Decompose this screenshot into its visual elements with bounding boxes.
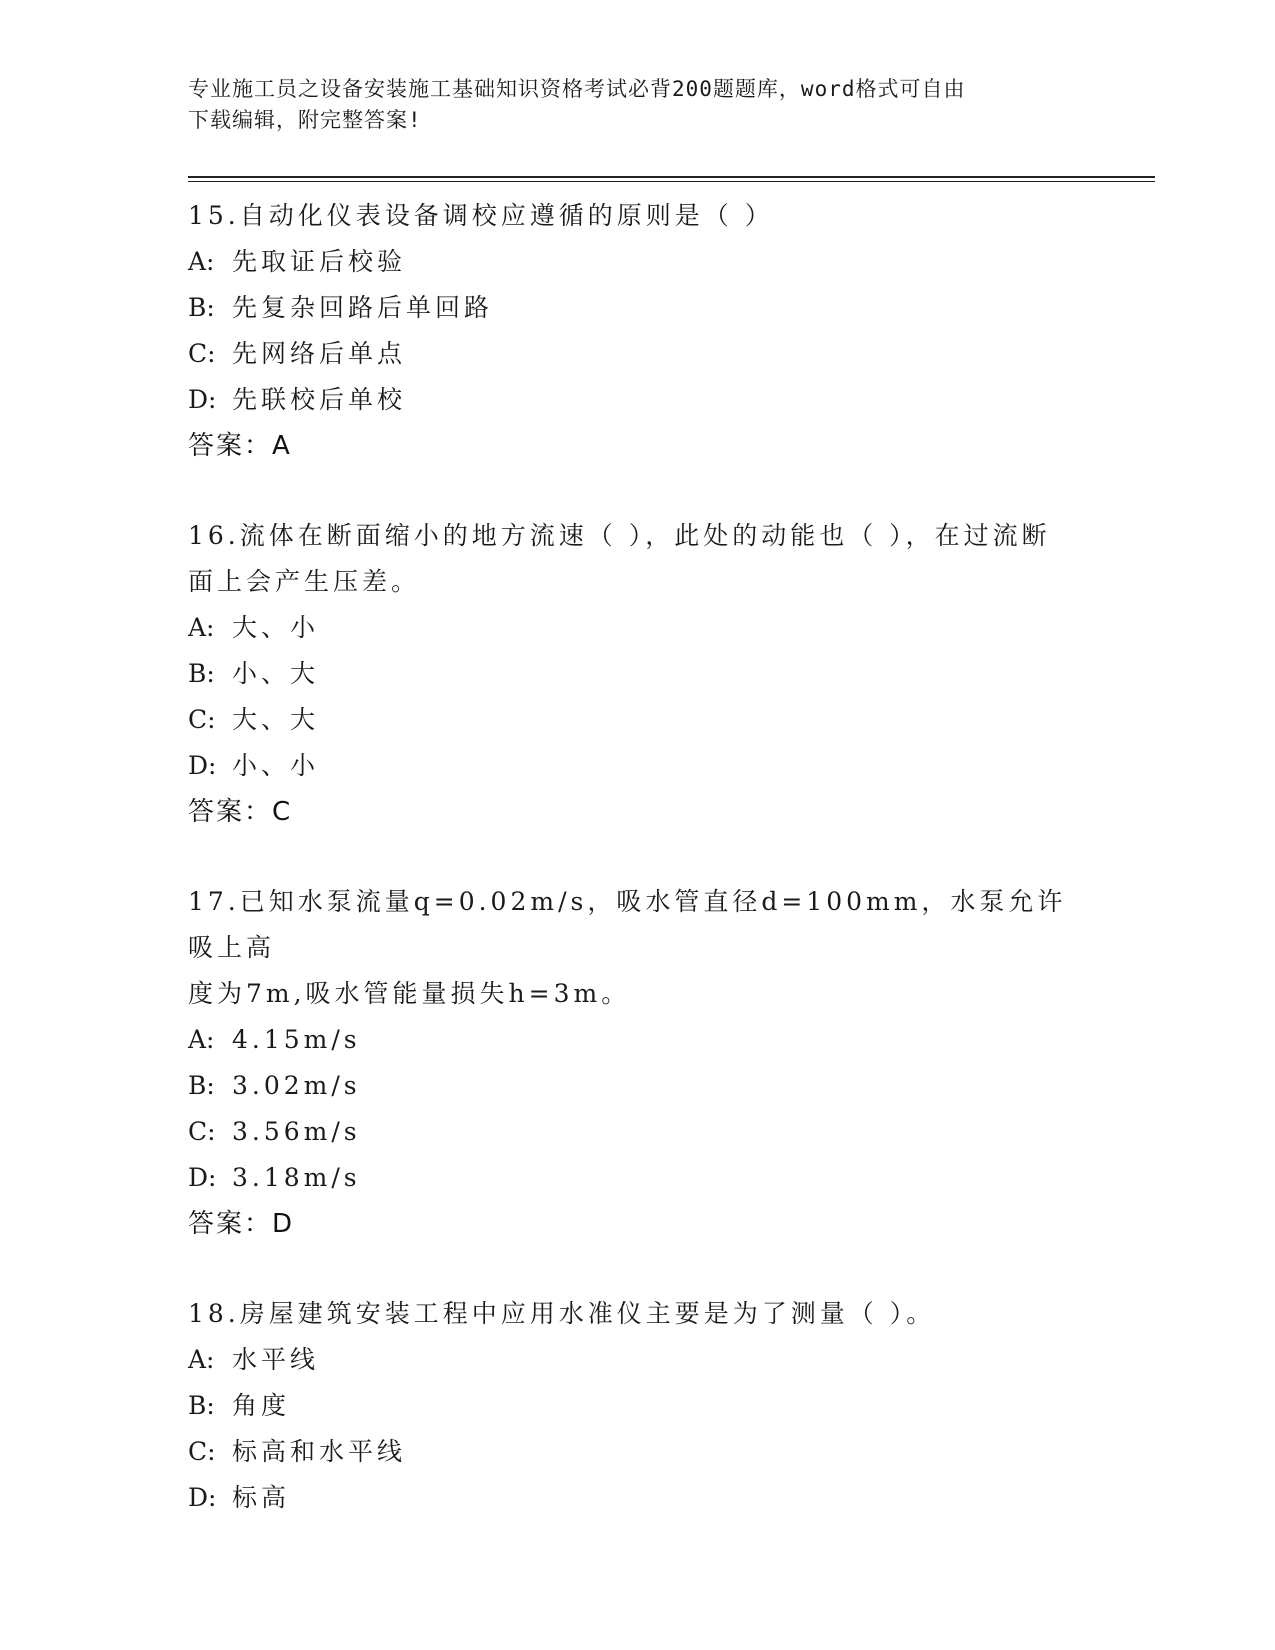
question-17 (188, 879, 1088, 1247)
option-d (188, 377, 1088, 423)
question-18 (188, 1291, 1088, 1521)
question-stem-line-2: 面上会产生压差。 (188, 567, 421, 596)
option-c (188, 1109, 1088, 1155)
option-key: C: (188, 1117, 216, 1146)
option-text: 小、大 (232, 659, 320, 688)
option-key: B: (188, 293, 215, 322)
option-d (188, 1155, 1088, 1201)
answer-line: 答案：C (188, 797, 293, 827)
question-stem-line-2: 度为7m,吸水管能量损失h=3m。 (188, 979, 631, 1008)
option-key: A: (188, 247, 215, 276)
option-b (188, 651, 1088, 697)
option-key: C: (188, 339, 216, 368)
option-text: 4.15m/s (232, 1025, 361, 1054)
option-b (188, 1383, 1088, 1429)
option-d (188, 1475, 1088, 1521)
option-text: 小、小 (232, 751, 320, 780)
option-text: 3.56m/s (232, 1117, 361, 1146)
option-key: A: (188, 613, 215, 642)
option-key: B: (188, 659, 215, 688)
header-line-1: 专业施工员之设备安装施工基础知识资格考试必背200题题库，word格式可自由 (188, 77, 966, 101)
option-c (188, 697, 1088, 743)
option-key: D: (188, 385, 217, 414)
option-a (188, 1337, 1088, 1383)
option-text: 标高和水平线 (232, 1437, 407, 1466)
option-text: 3.02m/s (232, 1071, 361, 1100)
option-text: 大、小 (232, 613, 320, 642)
question-stem-line-1: 17.已知水泵流量q=0.02m/s，吸水管直径d=100mm，水泵允许吸上高 (188, 887, 1067, 962)
question-stem: 15.自动化仪表设备调校应遵循的原则是（ ） (188, 201, 774, 230)
header-divider-thick (188, 176, 1155, 178)
header-divider-thin (188, 181, 1155, 182)
option-key: A: (188, 1025, 215, 1054)
option-d (188, 743, 1088, 789)
option-c (188, 331, 1088, 377)
header-line-2: 下载编辑，附完整答案! (188, 108, 422, 132)
option-text: 先取证后校验 (232, 247, 407, 276)
option-key: D: (188, 1483, 217, 1512)
option-text: 先联校后单校 (232, 385, 407, 414)
option-a (188, 605, 1088, 651)
option-key: B: (188, 1391, 215, 1420)
question-15 (188, 193, 1088, 469)
option-b (188, 1063, 1088, 1109)
option-key: C: (188, 705, 216, 734)
option-text: 水平线 (232, 1345, 320, 1374)
option-key: D: (188, 751, 217, 780)
option-text: 3.18m/s (232, 1163, 361, 1192)
question-16 (188, 513, 1088, 835)
document-header (188, 74, 1088, 136)
option-c (188, 1429, 1088, 1475)
answer-line: 答案：D (188, 1209, 295, 1239)
option-a (188, 1017, 1088, 1063)
option-text: 先复杂回路后单回路 (232, 293, 494, 322)
option-key: C: (188, 1437, 216, 1466)
option-key: D: (188, 1163, 217, 1192)
answer-line: 答案：A (188, 431, 292, 461)
question-stem-line-1: 16.流体在断面缩小的地方流速（ ），此处的动能也（ ），在过流断 (188, 521, 1051, 550)
option-key: B: (188, 1071, 215, 1100)
option-a (188, 239, 1088, 285)
question-list (188, 193, 1088, 1521)
option-key: A: (188, 1345, 215, 1374)
option-text: 大、大 (232, 705, 320, 734)
question-stem: 18.房屋建筑安装工程中应用水准仪主要是为了测量（ ）。 (188, 1299, 936, 1328)
option-text: 先网络后单点 (232, 339, 407, 368)
option-text: 角度 (232, 1391, 291, 1420)
option-text: 标高 (232, 1483, 291, 1512)
option-b (188, 285, 1088, 331)
